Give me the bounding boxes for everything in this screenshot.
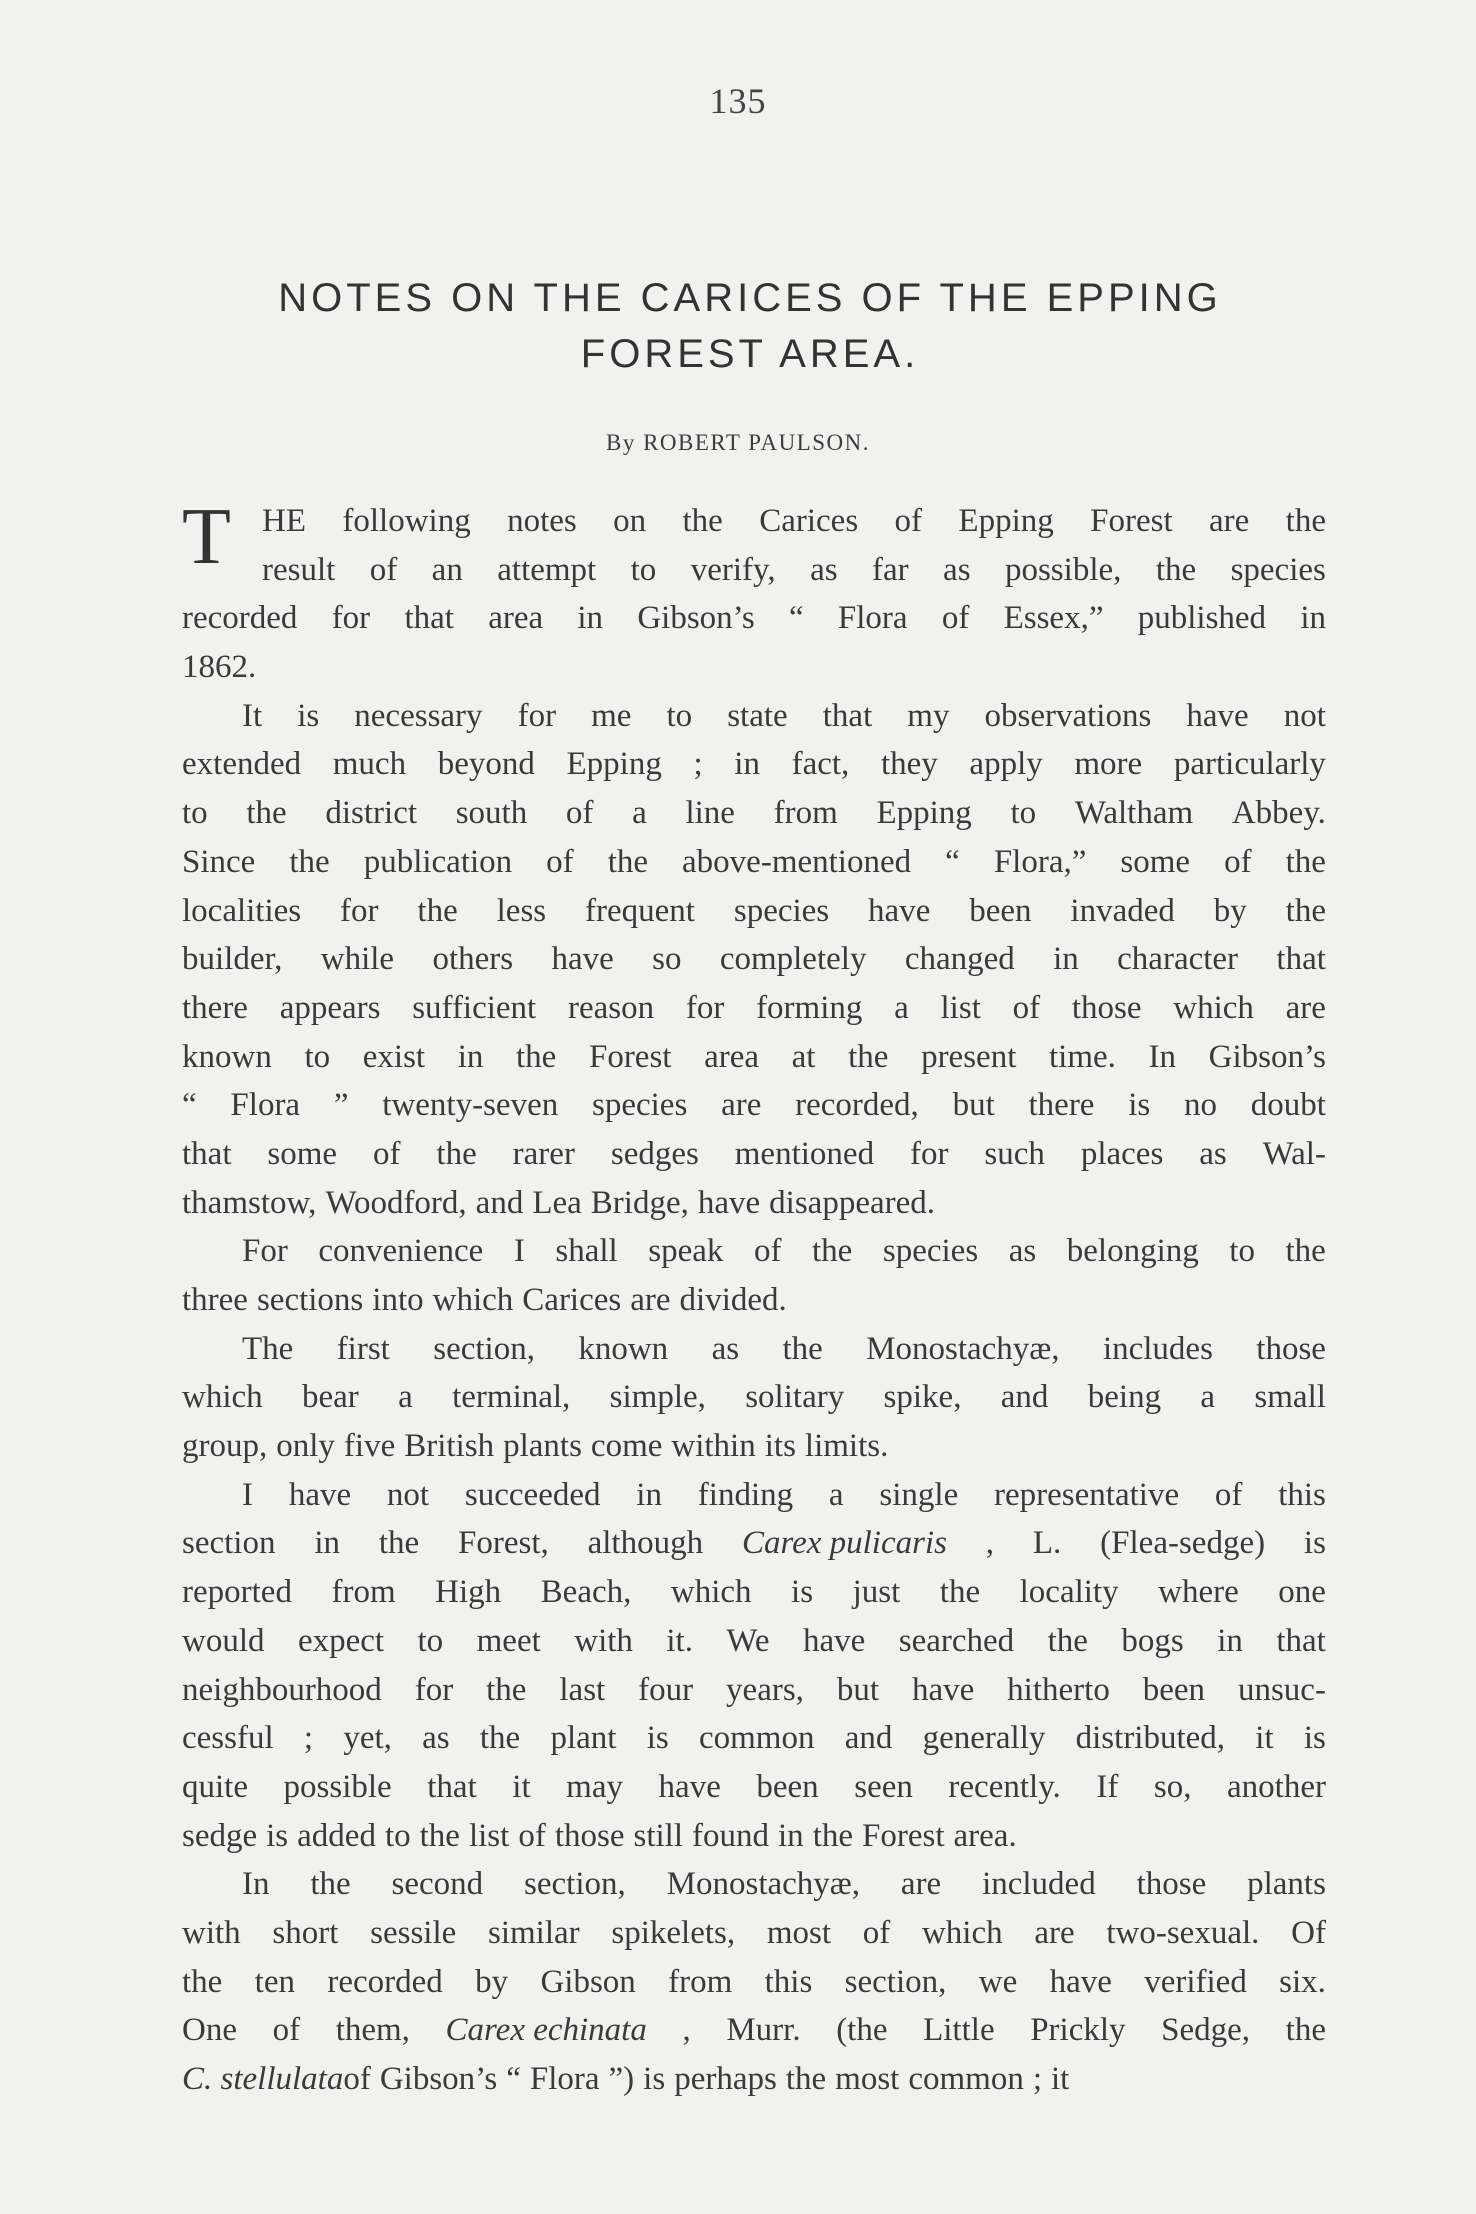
paragraph bbox=[182, 692, 1326, 1228]
text-line: quite possible that it may have been seen recently. If so, another bbox=[182, 1768, 1326, 1805]
text-line: I have not succeeded in finding a single representative of this bbox=[242, 1476, 1326, 1513]
text-line: known to exist in the Forest area at the present time. In Gibson’s bbox=[182, 1038, 1326, 1075]
paragraph bbox=[182, 493, 1326, 692]
title-line-1: NOTES ON THE CARICES OF THE EPPING bbox=[278, 276, 1222, 320]
text-line: sedge is added to the list of those still found in the Forest area. bbox=[182, 1817, 1017, 1854]
text-line: the ten recorded by Gibson from this section, we have verified six. bbox=[182, 1963, 1326, 2000]
text-line: HE following notes on the Carices of Epping Forest are the bbox=[262, 503, 1326, 539]
text-line: there appears sufficient reason for forming a list of those which are bbox=[182, 989, 1326, 1026]
text-line: group, only five British plants come within its limits. bbox=[182, 1428, 889, 1465]
title-line-2: FOREST AREA. bbox=[580, 332, 920, 376]
text-line: which bear a terminal, simple, solitary spike, and being a small bbox=[182, 1379, 1326, 1416]
text-line: The first section, known as the Monostachyæ, includes those bbox=[242, 1330, 1326, 1367]
text-line: that some of the rarer sedges mentioned for such places as Wal- bbox=[182, 1135, 1326, 1172]
text-line: section in the Forest, although Carex pulicaris , L. (Flea-sedge) is bbox=[182, 1525, 1326, 1562]
text-line: C. stellulata of Gibson’s “ Flora ”) is perhaps the most common ; it bbox=[182, 2061, 1070, 2097]
text-line: thamstow, Woodford, and Lea Bridge, have disappeared. bbox=[182, 1184, 935, 1221]
text-line: localities for the less frequent species have been invaded by the bbox=[182, 892, 1326, 929]
text-line: recorded for that area in Gibson’s “ Flora of Essex,” published in bbox=[182, 600, 1326, 637]
text-line: It is necessary for me to state that my observations have not bbox=[242, 697, 1326, 734]
article-title bbox=[180, 270, 1320, 382]
body-text bbox=[182, 493, 1326, 2104]
paragraph bbox=[182, 1227, 1326, 1324]
paragraph bbox=[182, 1471, 1326, 1861]
page-number: 135 bbox=[709, 81, 767, 121]
text-line: extended much beyond Epping ; in fact, they apply more particularly bbox=[182, 746, 1326, 783]
text-line: neighbourhood for the last four years, but have hitherto been unsuc- bbox=[182, 1671, 1326, 1708]
text-line: 1862. bbox=[182, 649, 257, 686]
text-line: result of an attempt to verify, as far as possible, the species bbox=[262, 551, 1326, 588]
paragraph bbox=[182, 1325, 1326, 1471]
text-line: reported from High Beach, which is just the locality where one bbox=[182, 1574, 1326, 1611]
text-line: to the district south of a line from Epping to Waltham Abbey. bbox=[182, 795, 1326, 832]
text-line: Since the publication of the above-mentioned “ Flora,” some of the bbox=[182, 843, 1326, 880]
text-line: “ Flora ” twenty-seven species are recorded, but there is no doubt bbox=[182, 1087, 1326, 1124]
text-line: For convenience I shall speak of the species as belonging to the bbox=[242, 1233, 1326, 1270]
text-line: cessful ; yet, as the plant is common and generally distributed, it is bbox=[182, 1720, 1326, 1757]
text-line: three sections into which Carices are divided. bbox=[182, 1282, 787, 1318]
text-line: One of them, Carex echinata , Murr. (the Little Prickly Sedge, the bbox=[182, 2012, 1326, 2049]
paragraph bbox=[182, 1860, 1326, 2103]
byline: By ROBERT PAULSON. bbox=[606, 430, 870, 455]
text-line: builder, while others have so completely changed in character that bbox=[182, 941, 1326, 978]
text-line: In the second section, Monostachyæ, are included those plants bbox=[242, 1866, 1326, 1903]
text-line: would expect to meet with it. We have searched the bogs in that bbox=[182, 1622, 1326, 1659]
drop-cap: T bbox=[182, 493, 231, 581]
text-line: with short sessile similar spikelets, most of which are two-sexual. Of bbox=[182, 1914, 1326, 1951]
